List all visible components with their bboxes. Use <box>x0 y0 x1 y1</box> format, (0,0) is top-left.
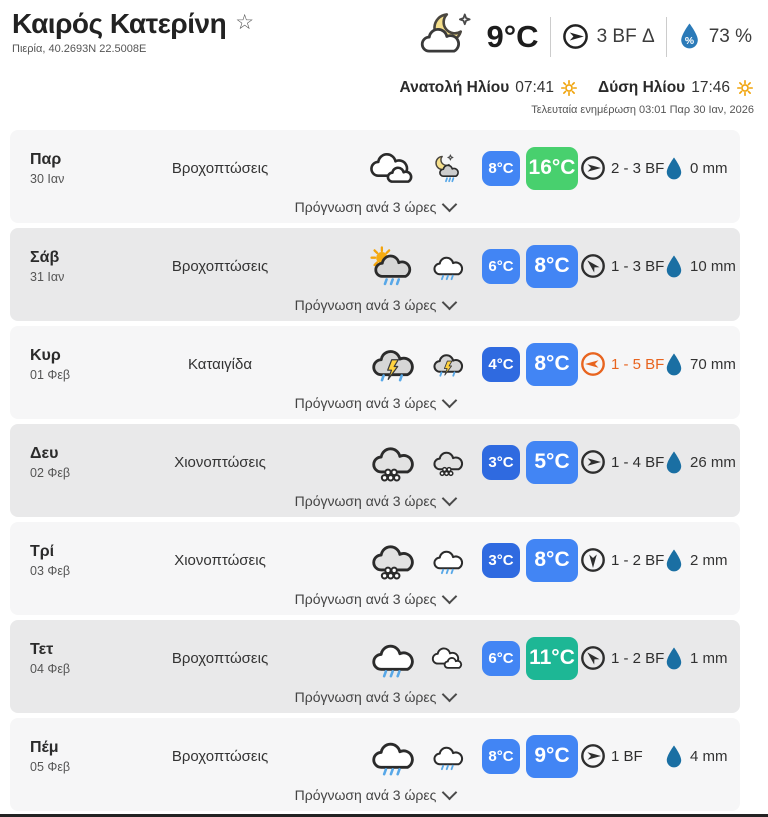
precipitation-drop-icon <box>664 548 684 573</box>
day-date: 02 Φεβ <box>30 465 71 480</box>
weather-icons <box>280 148 466 189</box>
sunrise-label: Ανατολή Ηλίου <box>399 79 510 96</box>
precipitation-amount: 4 mm <box>690 747 728 765</box>
day-cell <box>10 347 160 382</box>
day-cell <box>10 445 160 480</box>
precipitation-drop-icon <box>664 352 684 377</box>
wind-direction-icon <box>562 23 589 50</box>
temperature-badges <box>466 539 580 582</box>
hourly-forecast-toggle[interactable] <box>10 787 740 803</box>
weather-icons <box>280 442 466 483</box>
precipitation-amount: 70 mm <box>690 355 736 373</box>
precipitation-info <box>664 254 740 279</box>
wind-info <box>580 645 664 671</box>
min-temperature-badge: 3°C <box>482 543 520 578</box>
hourly-forecast-label: Πρόγνωση ανά 3 ώρες <box>294 591 437 607</box>
forecast-row-sun <box>10 326 740 419</box>
chevron-down-icon <box>442 197 458 213</box>
day-date: 31 Ιαν <box>30 269 65 284</box>
weather-icon-night <box>431 252 464 281</box>
wind-speed: 1 BF <box>611 747 643 765</box>
day-name: Κυρ <box>30 346 61 364</box>
temperature-badges <box>466 637 580 680</box>
precipitation-amount: 0 mm <box>690 159 728 177</box>
day-name: Σάβ <box>30 248 60 266</box>
sunset-time: 17:46 <box>691 79 730 96</box>
wind-direction-icon <box>580 743 606 769</box>
divider <box>666 17 667 57</box>
chevron-down-icon <box>442 491 458 507</box>
hourly-forecast-label: Πρόγνωση ανά 3 ώρες <box>294 199 437 215</box>
max-temperature-badge: 11°C <box>526 637 578 680</box>
precipitation-drop-icon <box>664 254 684 279</box>
wind-direction-icon <box>580 449 606 475</box>
weather-icon-day <box>369 736 415 777</box>
wind-speed: 1 - 5 BF <box>611 355 665 373</box>
current-humidity <box>678 22 752 51</box>
day-date: 04 Φεβ <box>30 661 71 676</box>
max-temperature-badge: 8°C <box>526 245 578 288</box>
min-temperature-badge: 3°C <box>482 445 520 480</box>
forecast-row-thu <box>10 718 740 811</box>
precipitation-drop-icon <box>664 744 684 769</box>
weather-icons <box>280 246 466 287</box>
weather-icon-day <box>369 148 415 189</box>
title-block <box>12 8 254 55</box>
precipitation-drop-icon <box>664 646 684 671</box>
min-temperature-badge: 8°C <box>482 739 520 774</box>
precipitation-amount: 26 mm <box>690 453 736 471</box>
precipitation-info <box>664 352 740 377</box>
last-update: Τελευταία ενημέρωση 03:01 Παρ 30 Ιαν, 2026 <box>531 104 754 116</box>
temperature-badges <box>466 245 580 288</box>
sunset-label: Δύση Ηλίου <box>598 79 686 96</box>
hourly-forecast-label: Πρόγνωση ανά 3 ώρες <box>294 689 437 705</box>
day-date: 30 Ιαν <box>30 171 65 186</box>
weather-description: Καταιγίδα <box>187 355 253 373</box>
wind-info <box>580 155 664 181</box>
weather-icons <box>280 344 466 385</box>
temperature-badges <box>466 735 580 778</box>
chevron-down-icon <box>442 785 458 801</box>
min-temperature-badge: 4°C <box>482 347 520 382</box>
day-name: Δευ <box>30 444 59 462</box>
max-temperature-badge: 8°C <box>526 539 578 582</box>
weather-icon-day <box>369 344 415 385</box>
weather-description: Χιονοπτώσεις <box>174 453 266 471</box>
hourly-forecast-toggle[interactable] <box>10 199 740 215</box>
divider <box>550 17 551 57</box>
sunrise-sun-icon <box>560 79 578 97</box>
weather-icon-day <box>369 442 415 483</box>
min-temperature-badge: 6°C <box>482 249 520 284</box>
wind-info <box>580 253 664 279</box>
max-temperature-badge: 16°C <box>526 147 578 190</box>
weather-icon-night <box>431 742 464 771</box>
weather-icon-day <box>369 540 415 581</box>
weather-icon-night <box>431 350 464 379</box>
sunrise-time: 07:41 <box>515 79 555 96</box>
wind-info <box>580 743 664 769</box>
forecast-row-sat <box>10 228 740 321</box>
precipitation-amount: 2 mm <box>690 551 728 569</box>
chevron-down-icon <box>442 295 458 311</box>
weather-description: Χιονοπτώσεις <box>174 551 266 569</box>
hourly-forecast-toggle[interactable] <box>10 689 740 705</box>
sunset-sun-icon <box>736 79 754 97</box>
day-cell <box>10 249 160 284</box>
wind-direction-icon <box>575 248 612 285</box>
wind-direction-icon <box>575 640 612 677</box>
precipitation-drop-icon <box>664 450 684 475</box>
current-weather-icon <box>418 12 474 61</box>
hourly-forecast-toggle[interactable] <box>10 395 740 411</box>
forecast-row-fri <box>10 130 740 223</box>
forecast-row-wed <box>10 620 740 713</box>
min-temperature-badge: 8°C <box>482 151 520 186</box>
max-temperature-badge: 5°C <box>526 441 578 484</box>
current-wind-value: 3 BF Δ <box>596 25 655 47</box>
weather-icon-night <box>431 546 464 575</box>
day-name: Πέμ <box>30 738 59 756</box>
day-cell <box>10 641 160 676</box>
hourly-forecast-toggle[interactable] <box>10 297 740 313</box>
precipitation-info <box>664 548 740 573</box>
precipitation-amount: 10 mm <box>690 257 736 275</box>
precipitation-info <box>664 744 740 769</box>
weather-icon-day <box>369 638 415 679</box>
precipitation-drop-icon <box>664 156 684 181</box>
weather-icon-day <box>369 246 415 287</box>
wind-direction-icon <box>580 155 606 181</box>
hourly-forecast-toggle[interactable] <box>10 591 740 607</box>
day-date: 01 Φεβ <box>30 367 71 382</box>
current-wind <box>562 23 655 50</box>
header <box>0 0 768 128</box>
weather-icons <box>280 638 466 679</box>
temperature-badges <box>466 441 580 484</box>
day-cell <box>10 739 160 774</box>
sun-times <box>400 79 754 97</box>
wind-direction-icon <box>580 547 606 573</box>
weather-icons <box>280 736 466 777</box>
weather-description: Βροχοπτώσεις <box>171 159 269 177</box>
min-temperature-badge: 6°C <box>482 641 520 676</box>
wind-speed: 1 - 2 BF <box>611 551 665 569</box>
day-date: 05 Φεβ <box>30 759 71 774</box>
current-conditions <box>418 12 752 61</box>
weather-icon-night <box>431 154 464 183</box>
hourly-forecast-label: Πρόγνωση ανά 3 ώρες <box>294 493 437 509</box>
day-cell <box>10 151 160 186</box>
wind-speed: 2 - 3 BF <box>611 159 665 177</box>
hourly-forecast-label: Πρόγνωση ανά 3 ώρες <box>294 297 437 313</box>
location-coordinates: Πιερία, 40.2693N 22.5008E <box>12 43 147 55</box>
weather-description: Βροχοπτώσεις <box>171 257 269 275</box>
precipitation-amount: 1 mm <box>690 649 728 667</box>
forecast-list <box>10 130 740 816</box>
favorite-star-icon[interactable]: ☆ <box>235 11 255 34</box>
day-name: Τρί <box>30 542 55 560</box>
forecast-row-tue <box>10 522 740 615</box>
hourly-forecast-label: Πρόγνωση ανά 3 ώρες <box>294 395 437 411</box>
svg-text:%: % <box>684 35 694 47</box>
weather-icons <box>280 540 466 581</box>
day-name: Παρ <box>30 150 62 168</box>
wind-direction-icon <box>580 351 606 377</box>
wind-speed: 1 - 3 BF <box>611 257 665 275</box>
wind-info <box>580 449 664 475</box>
current-temperature: 9°C <box>486 18 539 54</box>
weather-description: Βροχοπτώσεις <box>171 649 269 667</box>
temperature-badges <box>466 147 580 190</box>
temperature-badges <box>466 343 580 386</box>
wind-info <box>580 351 664 377</box>
wind-speed: 1 - 2 BF <box>611 649 665 667</box>
wind-info <box>580 547 664 573</box>
chevron-down-icon <box>442 687 458 703</box>
humidity-drop-icon <box>678 22 701 51</box>
day-name: Τετ <box>30 640 54 658</box>
page-title: Καιρός Κατερίνη <box>12 8 227 39</box>
weather-description: Βροχοπτώσεις <box>171 747 269 765</box>
day-date: 03 Φεβ <box>30 563 71 578</box>
day-cell <box>10 543 160 578</box>
precipitation-info <box>664 646 740 671</box>
max-temperature-badge: 9°C <box>526 735 578 778</box>
max-temperature-badge: 8°C <box>526 343 578 386</box>
current-humidity-value: 73 % <box>708 25 752 47</box>
precipitation-info <box>664 156 740 181</box>
weather-icon-night <box>431 448 464 477</box>
forecast-row-mon <box>10 424 740 517</box>
chevron-down-icon <box>442 589 458 605</box>
weather-icon-night <box>431 644 464 673</box>
precipitation-info <box>664 450 740 475</box>
wind-speed: 1 - 4 BF <box>611 453 665 471</box>
chevron-down-icon <box>442 393 458 409</box>
hourly-forecast-toggle[interactable] <box>10 493 740 509</box>
hourly-forecast-label: Πρόγνωση ανά 3 ώρες <box>294 787 437 803</box>
